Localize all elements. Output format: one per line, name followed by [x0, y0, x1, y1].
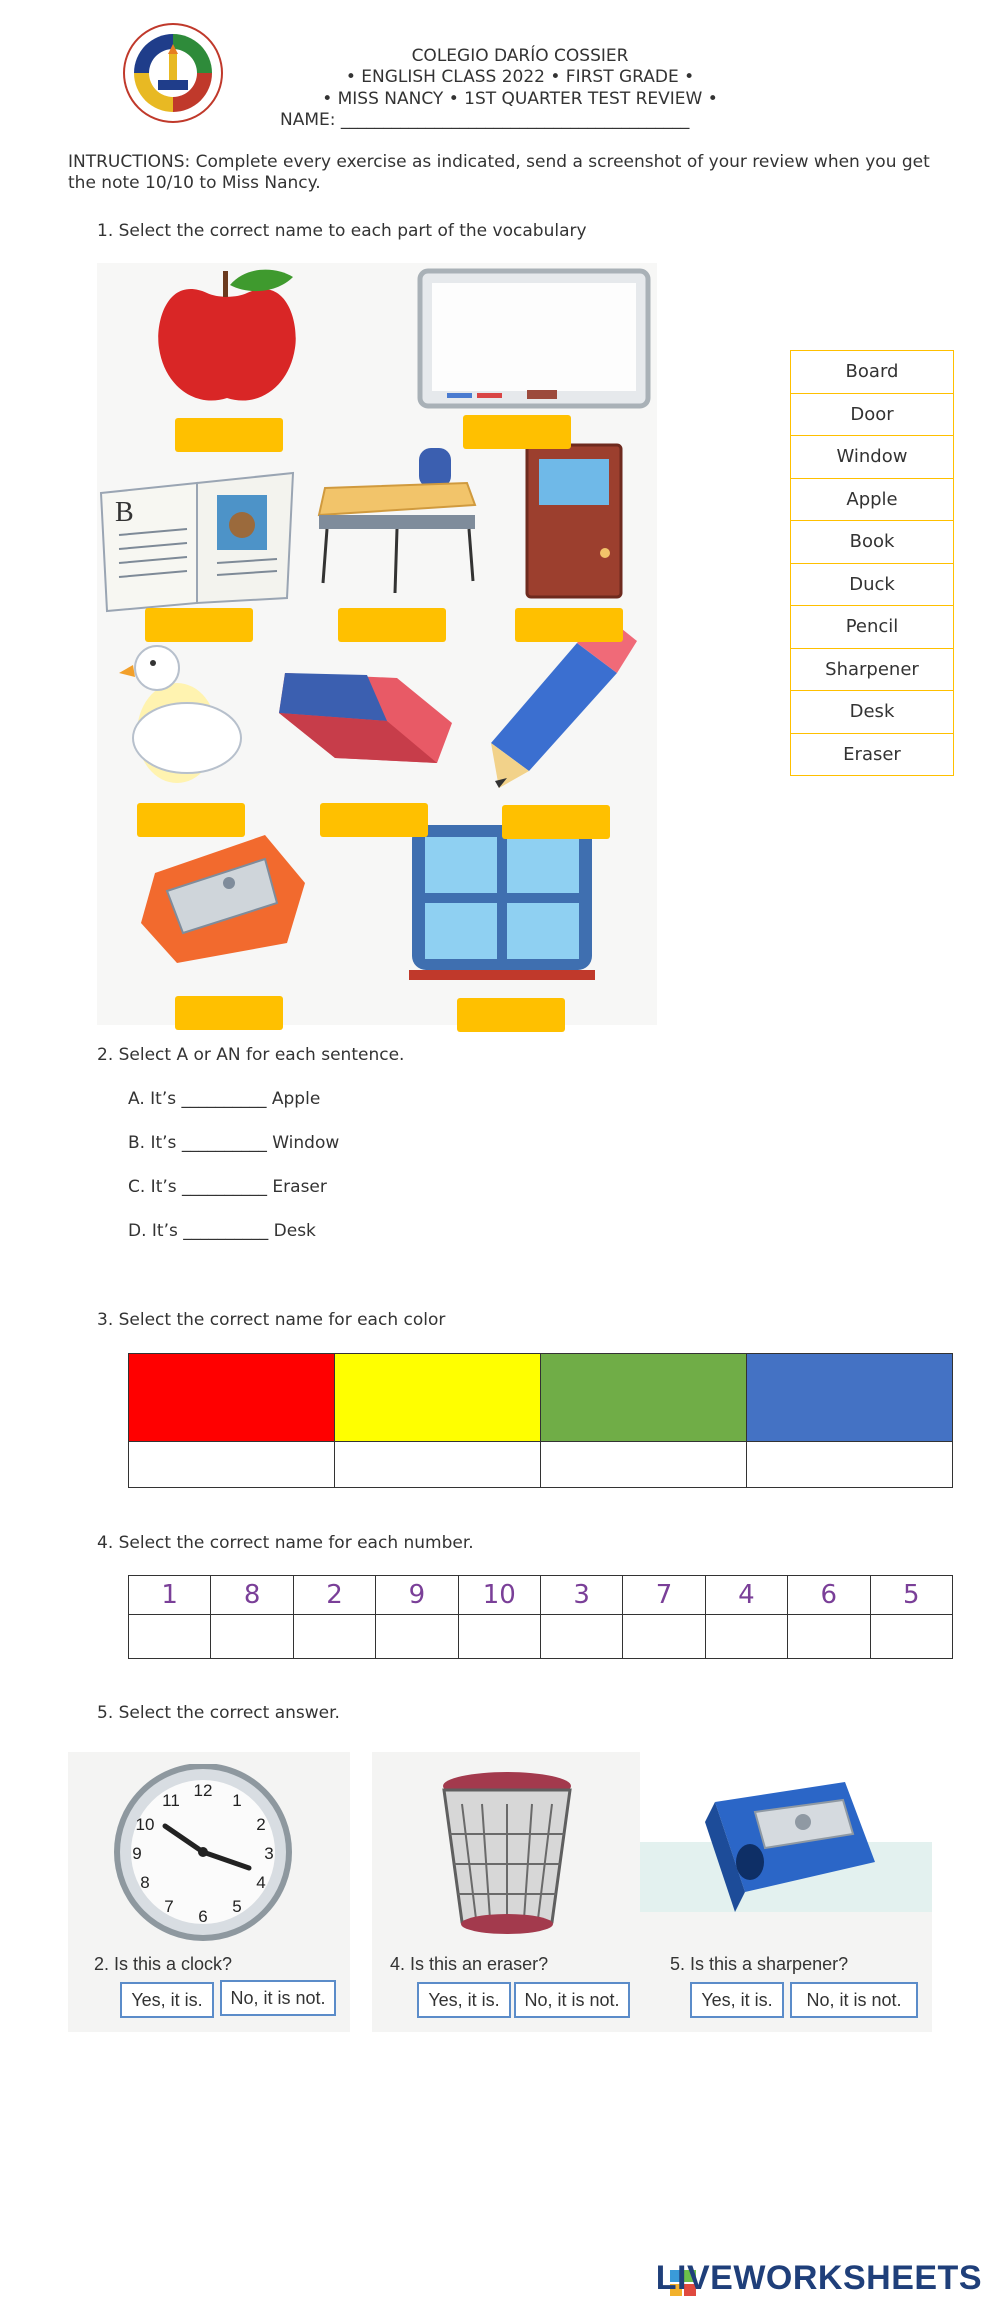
question-text: 5. Is this a sharpener? [670, 1954, 849, 1974]
liveworksheets-logo [655, 2259, 990, 2304]
answer-slot-board[interactable] [463, 415, 571, 449]
word-bank-item[interactable]: Door [791, 394, 953, 437]
svg-text:2: 2 [256, 1815, 266, 1834]
svg-text:5: 5 [232, 1897, 242, 1916]
duck-icon [119, 646, 241, 783]
color-answer-cell[interactable] [129, 1442, 335, 1488]
answer-slot-desk[interactable] [338, 608, 446, 642]
no-button[interactable]: No, it is not. [220, 1980, 336, 2016]
number-cell: 9 [376, 1576, 458, 1615]
number-cell: 5 [870, 1576, 952, 1615]
liveworksheets-brand: LIVEWORKSHEETS [655, 2259, 982, 2297]
color-answer-cell[interactable] [541, 1442, 747, 1488]
svg-text:B: B [115, 497, 134, 528]
sentence-b[interactable]: B. It’s __________ Window [128, 1133, 340, 1153]
svg-text:12: 12 [193, 1781, 213, 1800]
svg-text:7: 7 [164, 1897, 174, 1916]
desk-icon [319, 448, 475, 593]
color-swatch-red [129, 1354, 335, 1442]
yes-button[interactable]: Yes, it is. [417, 1982, 511, 2018]
number-answer-cell[interactable] [623, 1615, 705, 1659]
instructions: INTRUCTIONS: Complete every exercise as indicated, send a screenshot of your review when you get the note 10/10 to Miss Nancy. [68, 152, 930, 193]
number-answer-cell[interactable] [870, 1615, 952, 1659]
color-swatch-yellow [335, 1354, 541, 1442]
vocabulary-picture-area [97, 263, 657, 1025]
number-cell: 8 [211, 1576, 293, 1615]
school-logo [122, 22, 224, 124]
number-cell: 7 [623, 1576, 705, 1615]
color-swatch-blue [747, 1354, 953, 1442]
color-swatch-green [541, 1354, 747, 1442]
number-cell: 10 [458, 1576, 540, 1615]
svg-text:11: 11 [162, 1791, 180, 1810]
class-line: • ENGLISH CLASS 2022 • FIRST GRADE • [345, 67, 695, 87]
question-text: 2. Is this a clock? [94, 1954, 233, 1974]
number-answer-cell[interactable] [376, 1615, 458, 1659]
answer-slot-apple[interactable] [175, 418, 283, 452]
number-answer-cell[interactable] [129, 1615, 211, 1659]
question-card-basket [372, 1752, 642, 2032]
yes-button[interactable]: Yes, it is. [690, 1982, 784, 2018]
eraser-icon [279, 673, 452, 763]
svg-text:3: 3 [264, 1844, 274, 1863]
clock-icon [103, 1764, 313, 1944]
svg-text:10: 10 [135, 1815, 155, 1834]
wastebasket-icon [422, 1764, 592, 1944]
number-table [128, 1575, 953, 1659]
svg-text:1: 1 [232, 1791, 242, 1810]
question-text: 4. Is this an eraser? [390, 1954, 549, 1974]
ex5-title: 5. Select the correct answer. [97, 1703, 340, 1723]
sentence-c[interactable]: C. It’s __________ Eraser [128, 1177, 327, 1197]
svg-text:4: 4 [256, 1873, 266, 1892]
door-icon [527, 445, 621, 597]
answer-slot-sharpener[interactable] [175, 996, 283, 1030]
window-icon [409, 825, 595, 980]
sentence-a[interactable]: A. It’s __________ Apple [128, 1089, 321, 1109]
sharpener-icon [141, 835, 305, 963]
word-bank-item[interactable]: Book [791, 521, 953, 564]
word-bank-item[interactable]: Duck [791, 564, 953, 607]
number-answer-cell[interactable] [458, 1615, 540, 1659]
color-answer-cell[interactable] [747, 1442, 953, 1488]
school-name: COLEGIO DARÍO COSSIER [411, 46, 629, 66]
sentence-d[interactable]: D. It’s __________ Desk [128, 1221, 316, 1241]
ex3-title: 3. Select the correct name for each color [97, 1310, 446, 1330]
number-answer-cell[interactable] [211, 1615, 293, 1659]
answer-slot-pencil[interactable] [502, 805, 610, 839]
svg-text:6: 6 [198, 1907, 208, 1926]
answer-slot-duck[interactable] [137, 803, 245, 837]
number-answer-cell[interactable] [788, 1615, 870, 1659]
svg-text:9: 9 [132, 1844, 142, 1863]
word-bank-item[interactable]: Apple [791, 479, 953, 522]
answer-slot-eraser[interactable] [320, 803, 428, 837]
number-answer-cell[interactable] [293, 1615, 375, 1659]
word-bank-item[interactable]: Board [791, 351, 953, 394]
number-cell: 6 [788, 1576, 870, 1615]
book-icon [101, 473, 293, 611]
yes-button[interactable]: Yes, it is. [120, 1982, 214, 2018]
board-icon [420, 271, 648, 406]
word-bank-item[interactable]: Eraser [843, 743, 901, 765]
question-card-clock [68, 1752, 350, 2032]
word-bank [790, 350, 954, 776]
word-bank-item[interactable]: Pencil [791, 606, 953, 649]
number-cell: 2 [293, 1576, 375, 1615]
answer-slot-door[interactable] [515, 608, 623, 642]
name-field[interactable]: NAME: _________________________________________ [280, 110, 690, 130]
number-answer-cell[interactable] [540, 1615, 622, 1659]
ex2-title: 2. Select A or AN for each sentence. [97, 1045, 405, 1065]
question-card-sharpener [640, 1752, 932, 2032]
sharpener-photo-icon [695, 1762, 885, 1922]
color-answer-cell[interactable] [335, 1442, 541, 1488]
color-table [128, 1353, 953, 1488]
word-bank-item[interactable]: Sharpener [791, 649, 953, 692]
word-bank-item[interactable]: Window [791, 436, 953, 479]
ex1-title: 1. Select the correct name to each part of the vocabulary [97, 221, 587, 241]
no-button[interactable]: No, it is not. [514, 1982, 630, 2018]
teacher-line: • MISS NANCY • 1ST QUARTER TEST REVIEW • [322, 89, 718, 109]
number-cell: 1 [129, 1576, 211, 1615]
number-answer-cell[interactable] [705, 1615, 787, 1659]
answer-slot-book[interactable] [145, 608, 253, 642]
number-cell: 4 [705, 1576, 787, 1615]
word-bank-item[interactable]: Desk [791, 691, 953, 734]
apple-icon [158, 270, 295, 401]
no-button[interactable]: No, it is not. [790, 1982, 918, 2018]
number-cell: 3 [540, 1576, 622, 1615]
ex4-title: 4. Select the correct name for each number. [97, 1533, 474, 1553]
answer-slot-window[interactable] [457, 998, 565, 1032]
svg-text:8: 8 [140, 1873, 150, 1892]
